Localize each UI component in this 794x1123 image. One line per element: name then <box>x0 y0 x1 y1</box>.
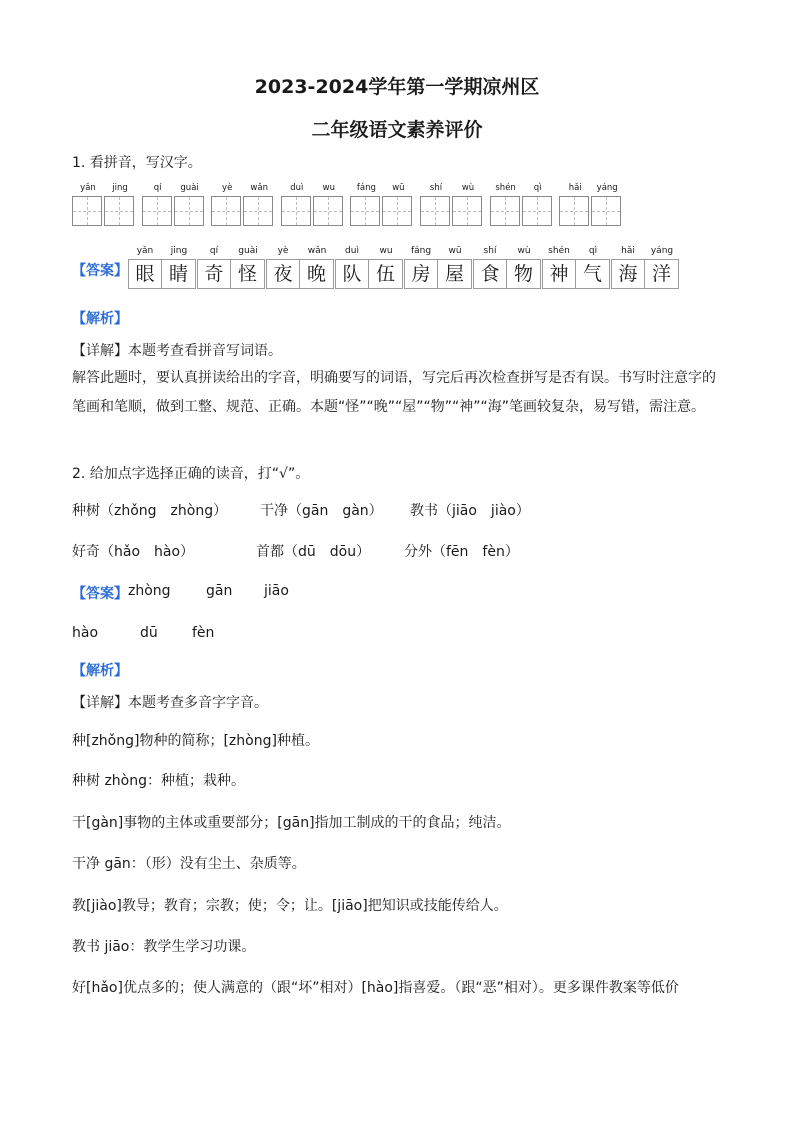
answer-pinyin: qì <box>588 246 598 256</box>
pinyin-label: wù <box>461 183 475 193</box>
writing-box[interactable] <box>452 196 482 226</box>
writing-box[interactable] <box>313 196 343 226</box>
answer-pinyin: wǎn <box>307 246 327 256</box>
answer-pinyin: guài <box>238 246 258 256</box>
answer-character: 食 <box>473 259 507 289</box>
writing-box[interactable] <box>591 196 621 226</box>
writing-box[interactable] <box>420 196 450 226</box>
writing-box[interactable] <box>281 196 311 226</box>
writing-box[interactable] <box>142 196 172 226</box>
answer-character: 怪 <box>231 259 265 289</box>
writing-box[interactable] <box>104 196 134 226</box>
writing-box[interactable] <box>490 196 520 226</box>
writing-box[interactable] <box>72 196 102 226</box>
writing-box[interactable] <box>211 196 241 226</box>
pinyin-label: wu <box>322 183 335 193</box>
answer-character: 夜 <box>266 259 300 289</box>
answer-pinyin: wù <box>517 246 531 256</box>
answer-character: 奇 <box>197 259 231 289</box>
answer-pinyin: duì <box>345 246 359 256</box>
writing-box[interactable] <box>522 196 552 226</box>
answer-character: 海 <box>611 259 645 289</box>
page-title-line1: 2023-2024学年第一学期凉州区 <box>254 76 540 98</box>
q2-line-2: 种树 zhòng：种植；栽种。 <box>72 773 245 789</box>
q1-detail: 【详解】本题考查看拼音写词语。 <box>72 343 282 359</box>
answer-pinyin: wū <box>448 246 462 256</box>
answer-character: 队 <box>335 259 369 289</box>
option-shoudu: 首都（dū dōu） <box>256 544 371 560</box>
pinyin-label: duì <box>290 183 304 193</box>
answer-6: fèn <box>192 625 215 641</box>
pinyin-label: qí <box>153 183 162 193</box>
answer-character: 伍 <box>369 259 403 289</box>
answer-1: zhòng <box>128 583 171 599</box>
pinyin-label: wū <box>392 183 405 193</box>
writing-box[interactable] <box>350 196 380 226</box>
writing-box[interactable] <box>382 196 412 226</box>
answer-pinyin: fáng <box>410 246 432 256</box>
answer-pinyin: qí <box>209 246 219 256</box>
pinyin-label: wǎn <box>250 183 268 193</box>
q2-detail: 【详解】本题考查多音字字音。 <box>72 695 268 711</box>
q1-answer-tag: 【答案】 <box>72 263 128 279</box>
answer-pinyin: wu <box>379 246 393 256</box>
pinyin-label: yè <box>222 183 233 193</box>
pinyin-label: qì <box>533 183 542 193</box>
page-title-line2: 二年级语文素养评价 <box>311 119 483 141</box>
option-ganjing: 干净（gān gàn） <box>260 503 383 519</box>
pinyin-label: yǎn <box>80 183 96 193</box>
q2-answer-row1: 【答案】 zhòng gān jiāo <box>72 583 289 602</box>
pinyin-label: fáng <box>356 183 376 193</box>
pinyin-label: guài <box>180 183 199 193</box>
answer-3: jiāo <box>264 583 289 599</box>
writing-box[interactable] <box>559 196 589 226</box>
answer-4: hào <box>72 625 99 641</box>
answer-character: 洋 <box>645 259 679 289</box>
q2-line-7: 好[hǎo]优点多的；使人满意的（跟“坏”相对）[hào]指喜爱。（跟“恶”相对）。更多课件教案等低价 <box>72 980 679 996</box>
answer-character: 屋 <box>438 259 472 289</box>
q1-analysis-tag: 【解析】 <box>72 311 128 327</box>
pinyin-label: shí <box>429 183 443 193</box>
answer-character: 晚 <box>300 259 334 289</box>
q2-line-5: 教[jiào]教导；教育；宗教；使；令；让。[jiāo]把知识或技能传给人。 <box>72 898 508 914</box>
pinyin-label: jing <box>112 183 128 193</box>
answer-character: 睛 <box>162 259 196 289</box>
answer-pinyin: shén <box>548 246 570 256</box>
answer-pinyin: shí <box>483 246 497 256</box>
answer-character: 气 <box>576 259 610 289</box>
option-fenwai: 分外（fēn fèn） <box>404 544 519 560</box>
q2-line-6: 教书 jiāo：教学生学习功课。 <box>72 939 256 955</box>
q2-analysis-tag: 【解析】 <box>72 663 128 679</box>
question-2-prompt: 2. 给加点字选择正确的读音，打“√”。 <box>72 466 310 482</box>
q2-line-1: 种[zhǒng]物种的简称；[zhòng]种植。 <box>72 733 319 749</box>
option-jiaoshu: 教书（jiāo jiào） <box>410 503 530 519</box>
answer-character: 神 <box>542 259 576 289</box>
pinyin-label: hǎi <box>568 183 582 193</box>
answer-pinyin: yè <box>277 246 289 256</box>
answer-pinyin: yǎn <box>136 246 154 256</box>
answer-character: 房 <box>404 259 438 289</box>
writing-box[interactable] <box>174 196 204 226</box>
answer-character: 物 <box>507 259 541 289</box>
q2-line-3: 干[gàn]事物的主体或重要部分；[gān]指加工制成的干的食品；纯洁。 <box>72 815 511 831</box>
option-zhongshu: 种树（zhǒng zhòng） <box>72 503 228 519</box>
pinyin-label: shén <box>495 183 516 193</box>
writing-box[interactable] <box>243 196 273 226</box>
answer-5: dū <box>140 625 158 641</box>
answer-character: 眼 <box>128 259 162 289</box>
question-1-prompt: 1. 看拼音，写汉字。 <box>72 155 202 171</box>
q1-explanation: 解答此题时，要认真拼读给出的字音，明确要写的词语，写完后再次检查拼写是否有误。书写时注意字的笔画和笔顺，做到工整、规范、正确。本题“怪”“晚”“屋”“物”“神”“海”笔画较复杂，易写错，需注意。 <box>72 370 716 415</box>
answer-pinyin: jing <box>170 246 188 256</box>
q2-line-4: 干净 gān：（形）没有尘土、杂质等。 <box>72 856 306 872</box>
answer-2: gān <box>206 583 233 599</box>
answer-pinyin: yáng <box>650 246 674 256</box>
answer-pinyin: hǎi <box>621 246 635 256</box>
pinyin-label: yáng <box>596 183 618 193</box>
option-haoqi: 好奇（hǎo hào） <box>72 544 195 560</box>
